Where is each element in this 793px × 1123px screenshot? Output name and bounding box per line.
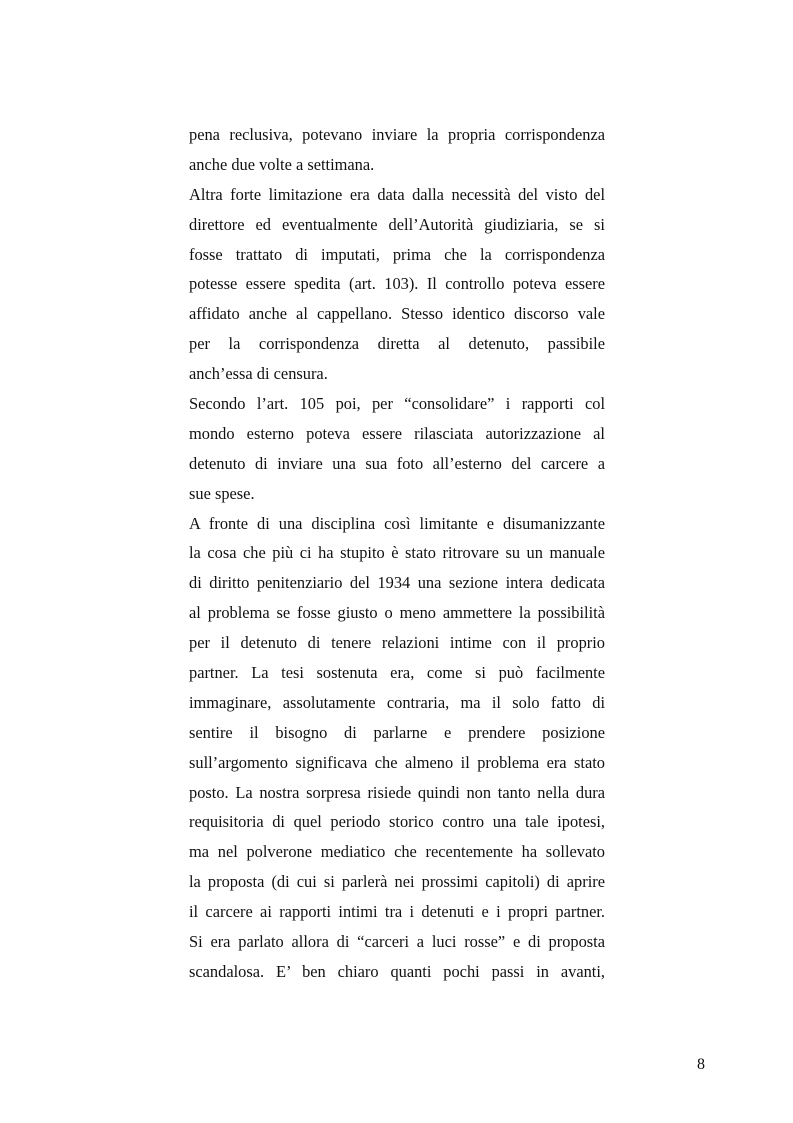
text-line: il carcere ai rapporti intimi tra i detenuti e i propri partner. [189, 902, 605, 922]
text-line: Si era parlato allora di “carceri a luci rosse” e di proposta [189, 932, 605, 952]
text-line: anche due volte a settimana. [189, 154, 375, 174]
paragraph [189, 389, 605, 509]
text-line: affidato anche al cappellano. Stesso identico discorso vale [189, 304, 605, 324]
text-line: scandalosa. E’ ben chiaro quanti pochi passi in avanti, [189, 961, 605, 981]
text-line: partner. La tesi sostenuta era, come si può facilmente [189, 663, 605, 683]
page-number: 8 [697, 1056, 705, 1073]
text-line: al problema se fosse giusto o meno ammettere la possibilità [189, 603, 605, 623]
paragraph [189, 120, 605, 180]
text-line: sentire il bisogno di parlarne e prendere posizione [189, 722, 605, 742]
text-line: ma nel polverone mediatico che recentemente ha sollevato [189, 842, 605, 862]
text-line: detenuto di inviare una sua foto all’esterno del carcere a [189, 453, 605, 473]
text-line: anch’essa di censura. [189, 364, 328, 384]
text-line: potesse essere spedita (art. 103). Il controllo poteva essere [189, 274, 605, 294]
text-line: sue spese. [189, 483, 255, 503]
text-line: fosse trattato di imputati, prima che la corrispondenza [189, 244, 605, 264]
text-line: Secondo l’art. 105 poi, per “consolidare” i rapporti col [189, 394, 605, 414]
text-line: posto. La nostra sorpresa risiede quindi non tanto nella dura [189, 782, 605, 802]
text-line: mondo esterno poteva essere rilasciata autorizzazione al [189, 423, 605, 443]
text-line: A fronte di una disciplina così limitante e disumanizzante [189, 513, 605, 533]
text-line: Altra forte limitazione era data dalla necessità del visto del [189, 184, 605, 204]
text-line: sull’argomento significava che almeno il problema era stato [189, 752, 605, 772]
paragraph [189, 509, 605, 987]
text-line: per la corrispondenza diretta al detenuto, passibile [189, 334, 605, 354]
text-line: pena reclusiva, potevano inviare la propria corrispondenza [189, 125, 605, 144]
text-line: immaginare, assolutamente contraria, ma il solo fatto di [189, 692, 605, 712]
paragraph [189, 180, 605, 389]
text-line: per il detenuto di tenere relazioni intime con il proprio [189, 633, 605, 653]
body-text [189, 120, 605, 987]
text-line: la proposta (di cui si parlerà nei prossimi capitoli) di aprire [189, 872, 605, 892]
text-line: direttore ed eventualmente dell’Autorità giudiziaria, se si [189, 214, 605, 234]
text-line: la cosa che più ci ha stupito è stato ritrovare su un manuale [189, 543, 605, 563]
text-line: requisitoria di quel periodo storico contro una tale ipotesi, [189, 812, 605, 832]
text-line: di diritto penitenziario del 1934 una sezione intera dedicata [189, 573, 605, 593]
